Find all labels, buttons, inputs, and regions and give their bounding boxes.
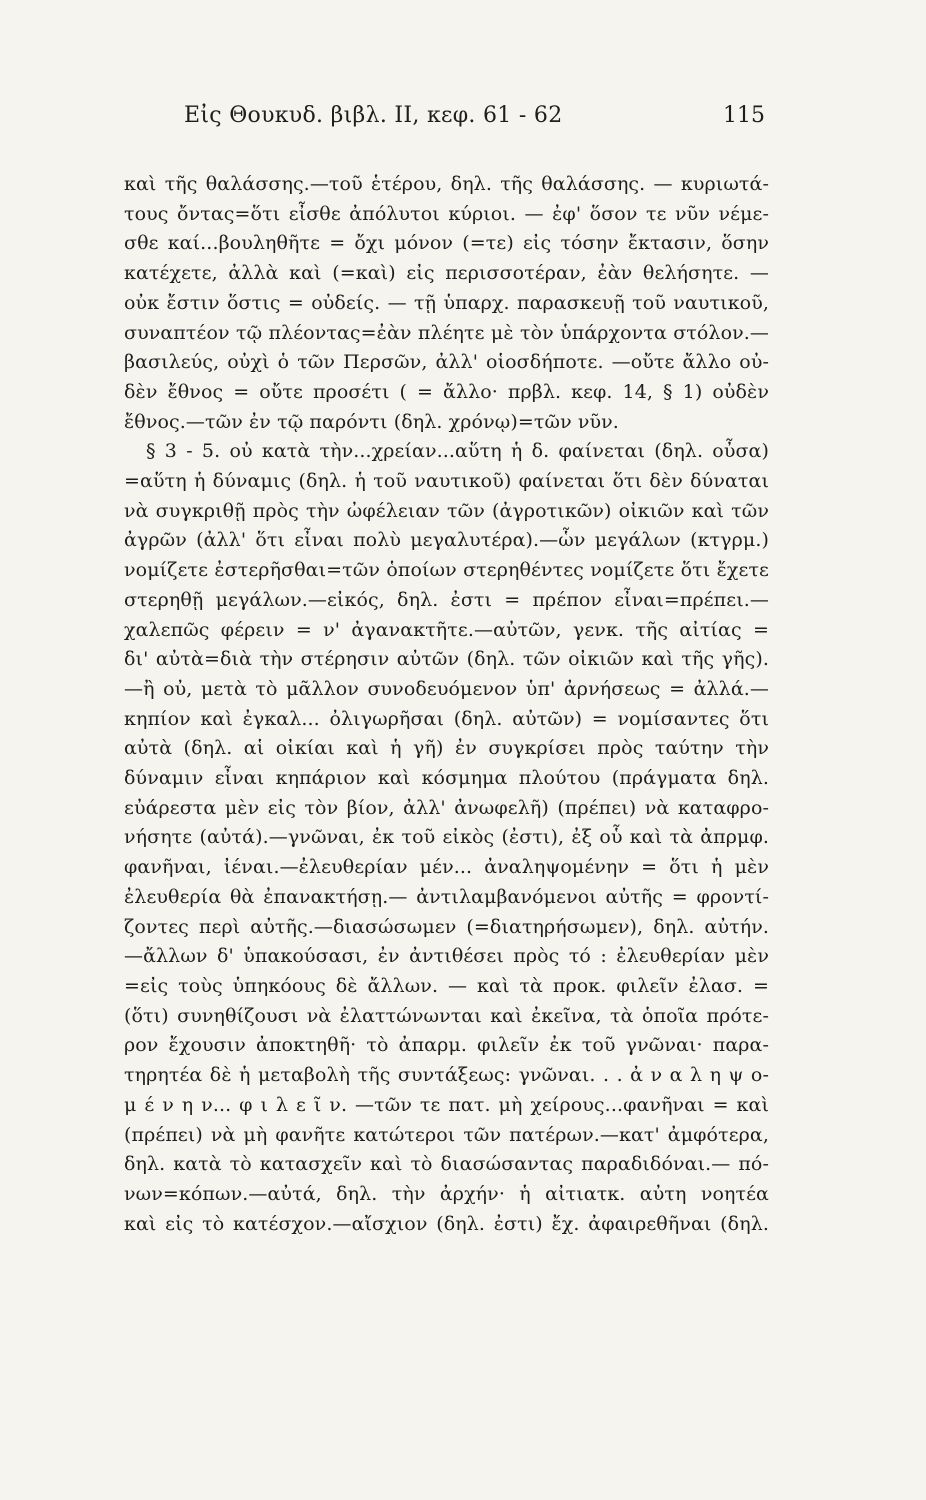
text-line: —ἄλλων δ' ὑπακούσασι, ἐν ἀντιθέσει πρὸς τό : ἐλευθερίαν μὲν	[124, 945, 769, 968]
text-line: νὰ συγκριθῇ πρὸς τὴν ὠφέλειαν τῶν (ἀγροτικῶν) οἰκιῶν καὶ τῶν	[124, 499, 769, 522]
commentary-text	[124, 170, 769, 1239]
text-line: ἐλευθερία θὰ ἐπανακτήσῃ.— ἀντιλαμβανόμενοι αὐτῆς = φροντί-	[124, 885, 769, 908]
text-line: φανῆναι, ἰέναι.—ἐλευθερίαν μέν... ἀναληψομένην = ὅτι ἡ μὲν	[124, 856, 769, 879]
text-line: νομίζετε ἐστερῆσθαι=τῶν ὁποίων στερηθέντες νομίζετε ὅτι ἔχετε	[124, 559, 769, 582]
text-line: συναπτέον τῷ πλέοντας=ἐὰν πλέητε μὲ τὸν ὑπάρχοντα στόλον.—	[124, 321, 769, 344]
page-header	[140, 103, 765, 139]
text-line: καὶ τῆς θαλάσσης.—τοῦ ἑτέρου, δηλ. τῆς θαλάσσης. — κυριωτά-	[124, 173, 769, 195]
text-line: δηλ. κατὰ τὸ κατασχεῖν καὶ τὸ διασώσαντας παραδιδόναι.— πό-	[124, 1153, 769, 1176]
text-line: ἀγρῶν (ἀλλ' ὅτι εἶναι πολὺ μεγαλυτέρα).—ὧν μεγάλων (κτγρμ.)	[124, 529, 769, 552]
text-line: (πρέπει) νὰ μὴ φανῆτε κατώτεροι τῶν πατέρων.—κατ' ἀμφότερα,	[124, 1123, 769, 1146]
text-line: καὶ εἰς τὸ κατέσχον.—αἴσχιον (δηλ. ἐστι) ἔχ. ἀφαιρεθῆναι (δηλ.	[124, 1212, 769, 1235]
text-line: =εἰς τοὺς ὑπηκόους δὲ ἄλλων. — καὶ τὰ προκ. φιλεῖν ἐλασ. =	[124, 974, 769, 997]
text-line: δι' αὐτὰ=διὰ τὴν στέρησιν αὐτῶν (δηλ. τῶν οἰκιῶν καὶ τῆς γῆς).	[124, 648, 769, 671]
text-line: βασιλεύς, οὐχὶ ὁ τῶν Περσῶν, ἀλλ' οἱοσδήποτε. —οὔτε ἄλλο οὐ-	[124, 351, 769, 374]
text-line: δύναμιν εἶναι κηπάριον καὶ κόσμημα πλούτου (πράγματα δηλ.	[124, 767, 769, 790]
text-line: (ὅτι) συνηθίζουσι νὰ ἐλαττώνωνται καὶ ἐκεῖνα, τὰ ὁποῖα πρότε-	[124, 1004, 769, 1027]
text-line: εὐάρεστα μὲν εἰς τὸν βίον, ἀλλ' ἀνωφελῆ) (πρέπει) νὰ καταφρο-	[124, 796, 769, 819]
text-line: χαλεπῶς φέρειν = ν' ἀγανακτῆτε.—αὐτῶν, γενκ. τῆς αἰτίας =	[124, 618, 769, 641]
text-line: κηπίον καὶ ἐγκαλ... ὀλιγωρῆσαι (δηλ. αὐτῶν) = νομίσαντες ὅτι	[124, 707, 769, 730]
running-head: Εἰς Θουκυδ. βιβλ. II, κεφ. 61 - 62	[184, 103, 563, 128]
text-line: κατέχετε, ἀλλὰ καὶ (=καὶ) εἰς περισσοτέραν, ἐὰν θελήσητε. —	[124, 262, 769, 285]
text-line: ρον ἔχουσιν ἀποκτηθῆ· τὸ ἀπαρμ. φιλεῖν ἐκ τοῦ γνῶναι· παρα-	[124, 1034, 769, 1057]
text-line: δὲν ἔθνος = οὔτε προσέτι ( = ἄλλο· πρβλ. κεφ. 14, § 1) οὐδὲν	[124, 380, 769, 403]
text-line: νων=κόπων.—αὐτά, δηλ. τὴν ἀρχήν· ἡ αἰτιατκ. αὐτη νοητέα	[124, 1182, 769, 1205]
text-line: ζοντες περὶ αὐτῆς.—διασώσωμεν (=διατηρήσωμεν), δηλ. αὐτήν.	[124, 915, 769, 938]
text-line: στερηθῇ μεγάλων.—εἰκός, δηλ. ἐστι = πρέπον εἶναι=πρέπει.—	[124, 588, 769, 611]
text-line: οὐκ ἔστιν ὅστις = οὐδείς. — τῇ ὑπαρχ. παρασκευῇ τοῦ ναυτικοῦ,	[124, 291, 769, 314]
text-line: τηρητέα δὲ ἡ μεταβολὴ τῆς συντάξεως: γνῶναι. . . ἀ ν α λ η ψ ο-	[124, 1064, 769, 1087]
text-line: σθε καί...βουληθῆτε = ὄχι μόνον (=τε) εἰς τόσην ἔκτασιν, ὅσην	[124, 232, 769, 255]
text-line: αὐτὰ (δηλ. αἱ οἰκίαι καὶ ἡ γῆ) ἐν συγκρίσει πρὸς ταύτην τὴν	[124, 737, 769, 760]
text-line: μ έ ν η ν... φ ι λ ε ῖ ν. —τῶν τε πατ. μὴ χείρους...φανῆναι = καὶ	[124, 1093, 769, 1116]
text-line: τους ὄντας=ὅτι εἶσθε ἀπόλυτοι κύριοι. — ἐφ' ὅσον τε νῦν νέμε-	[124, 202, 769, 225]
text-line: —ἢ οὐ, μετὰ τὸ μᾶλλον συνοδευόμενον ὑπ' ἀρνήσεως = ἀλλά.—	[124, 677, 769, 700]
text-line: ἔθνος.—τῶν ἐν τῷ παρόντι (δηλ. χρόνῳ)=τῶν νῦν.	[124, 410, 619, 433]
text-line: =αὕτη ἡ δύναμις (δηλ. ἡ τοῦ ναυτικοῦ) φαίνεται ὅτι δὲν δύναται	[124, 470, 769, 493]
text-line: νήσητε (αὐτά).—γνῶναι, ἐκ τοῦ εἰκὸς (ἐστι), ἐξ οὗ καὶ τὰ ἀπρμφ.	[124, 826, 769, 849]
page-number: 115	[723, 103, 765, 128]
section-start-line: § 3 - 5. οὐ κατὰ τὴν...χρείαν...αὕτη ἡ δ. φαίνεται (δηλ. οὖσα)	[146, 440, 769, 463]
